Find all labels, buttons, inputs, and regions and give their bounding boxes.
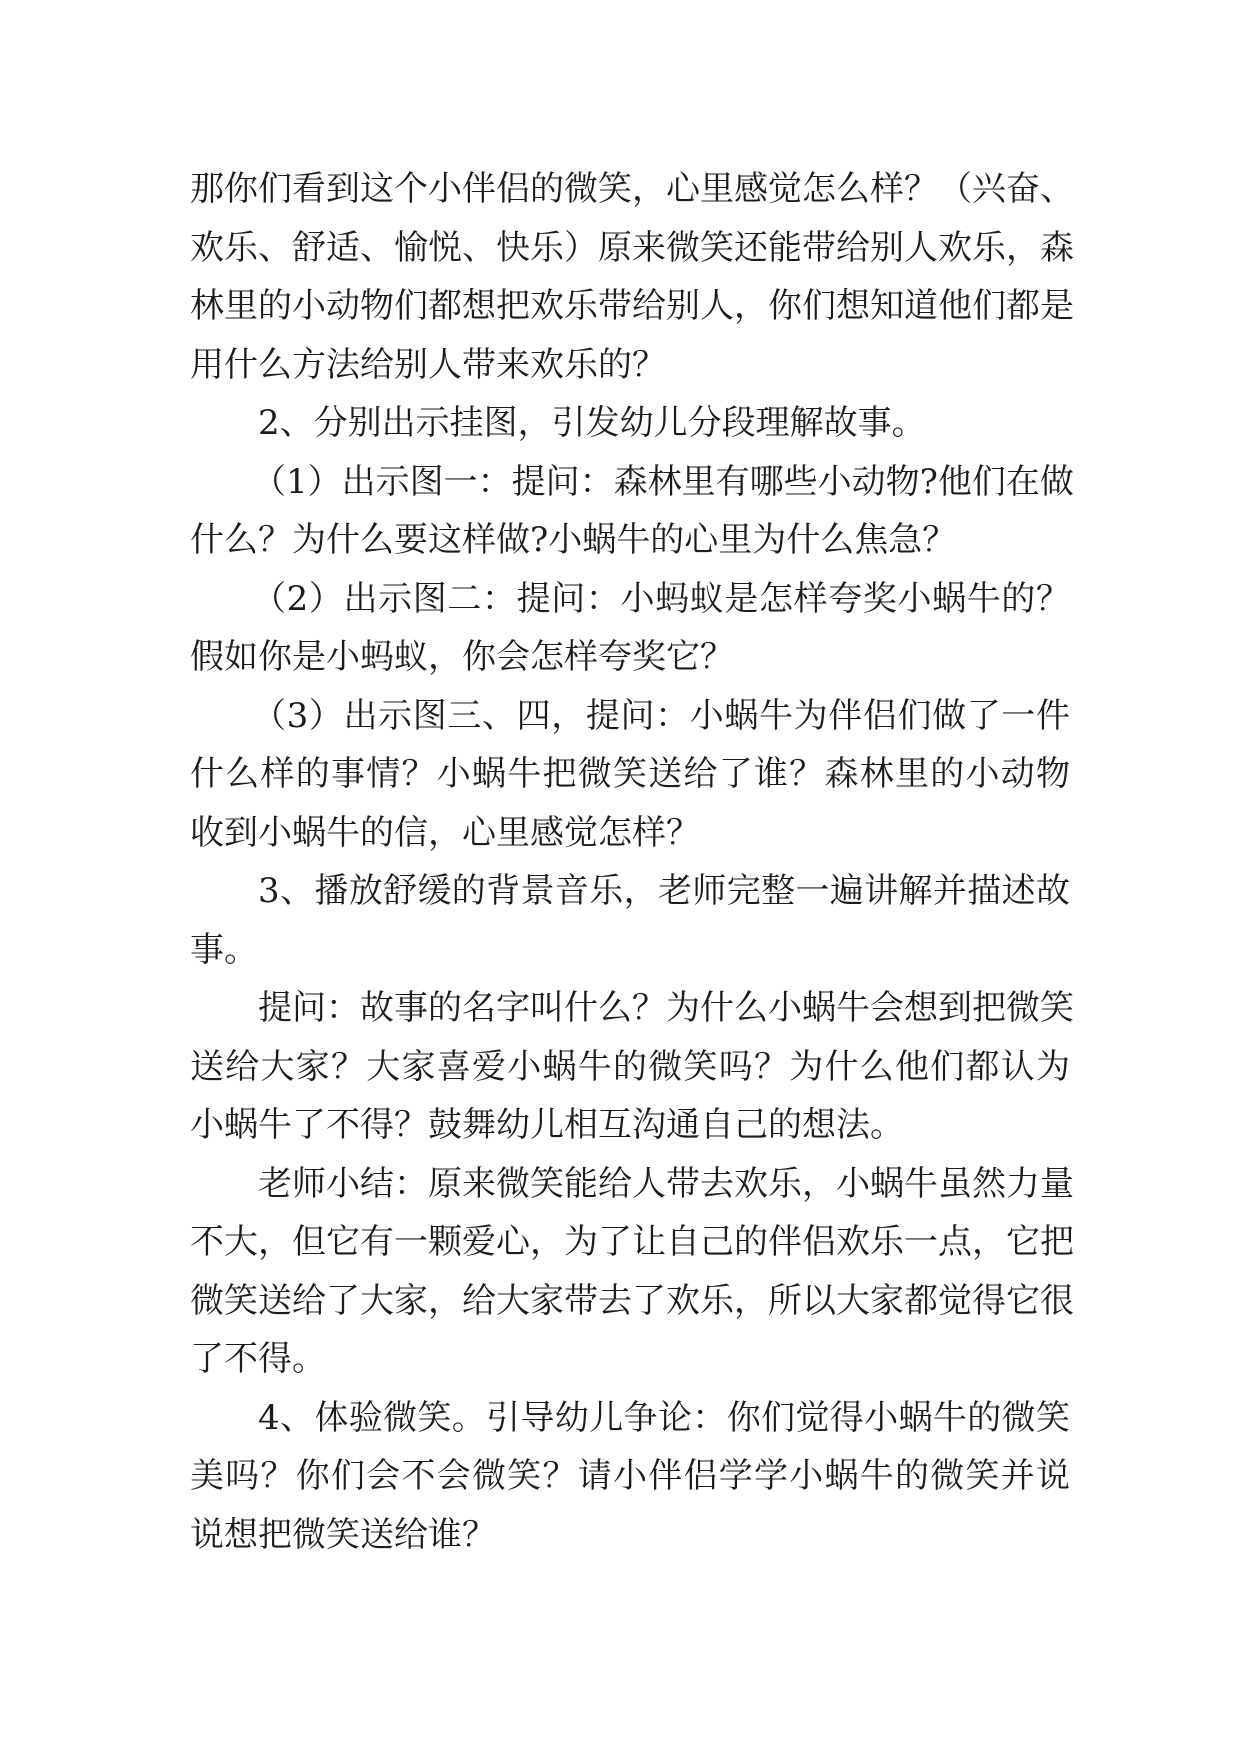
text-line: （3）出示图三、四，提问：小蜗牛为伴侣们做了一件 (252, 695, 1070, 736)
text-line: 不大，但它有一颗爱心，为了让自己的伴侣欢乐一点，它把 (190, 1222, 1074, 1262)
text-line: 假如你是小蚂蚁，你会怎样夸奖它？ (190, 637, 734, 677)
text-line: 微笑送给了大家，给大家带去了欢乐，所以大家都觉得它很 (190, 1280, 1074, 1321)
paragraph (190, 453, 1074, 570)
text-line: 小蜗牛了不得？鼓舞幼儿相互沟通自己的想法。 (190, 1105, 904, 1145)
paragraph (190, 160, 1074, 394)
text-line: 林里的小动物们都想把欢乐带给别人，你们想知道他们都是 (190, 286, 1074, 326)
paragraph (190, 570, 1070, 687)
text-line: 用什么方法给别人带来欢乐的？ (190, 344, 666, 385)
paragraph (190, 862, 1070, 979)
document-body (190, 160, 1074, 1564)
text-line: 那你们看到这个小伴侣的微笑，心里感觉怎么样？（兴奋、 (190, 169, 1074, 209)
paragraph (190, 687, 1070, 863)
text-line: 4、体验微笑。引导幼儿争论：你们觉得小蜗牛的微笑 (258, 1397, 1070, 1438)
text-line: 什么？为什么要这样做?小蜗牛的心里为什么焦急？ (190, 520, 957, 560)
text-line: 老师小结：原来微笑能给人带去欢乐，小蜗牛虽然力量 (258, 1163, 1074, 1204)
text-line: （1）出示图一：提问：森林里有哪些小动物?他们在做 (252, 461, 1074, 502)
paragraph (190, 979, 1074, 1155)
text-line: 送给大家？大家喜爱小蜗牛的微笑吗？为什么他们都认为 (190, 1046, 1070, 1087)
text-line: 美吗？你们会不会微笑？请小伴侣学学小蜗牛的微笑并说 (190, 1456, 1070, 1496)
text-line: 3、播放舒缓的背景音乐，老师完整一遍讲解并描述故 (258, 871, 1070, 911)
text-line: 欢乐、舒适、愉悦、快乐）原来微笑还能带给别人欢乐，森 (190, 227, 1074, 268)
text-line: 收到小蜗牛的信，心里感觉怎样？ (190, 812, 700, 853)
text-line: 说想把微笑送给谁？ (190, 1514, 496, 1555)
paragraph (190, 1155, 1074, 1389)
text-line: 了不得。 (190, 1339, 326, 1379)
text-line: 事。 (190, 929, 258, 970)
paragraph (190, 1389, 1070, 1565)
text-line: 2、分别出示挂图，引发幼儿分段理解故事。 (258, 403, 926, 443)
text-line: 什么样的事情？小蜗牛把微笑送给了谁？森林里的小动物 (190, 754, 1070, 794)
text-line: （2）出示图二：提问：小蚂蚁是怎样夸奖小蜗牛的？ (252, 578, 1070, 619)
paragraph (190, 394, 1070, 453)
text-line: 提问：故事的名字叫什么？为什么小蜗牛会想到把微笑 (258, 988, 1074, 1028)
